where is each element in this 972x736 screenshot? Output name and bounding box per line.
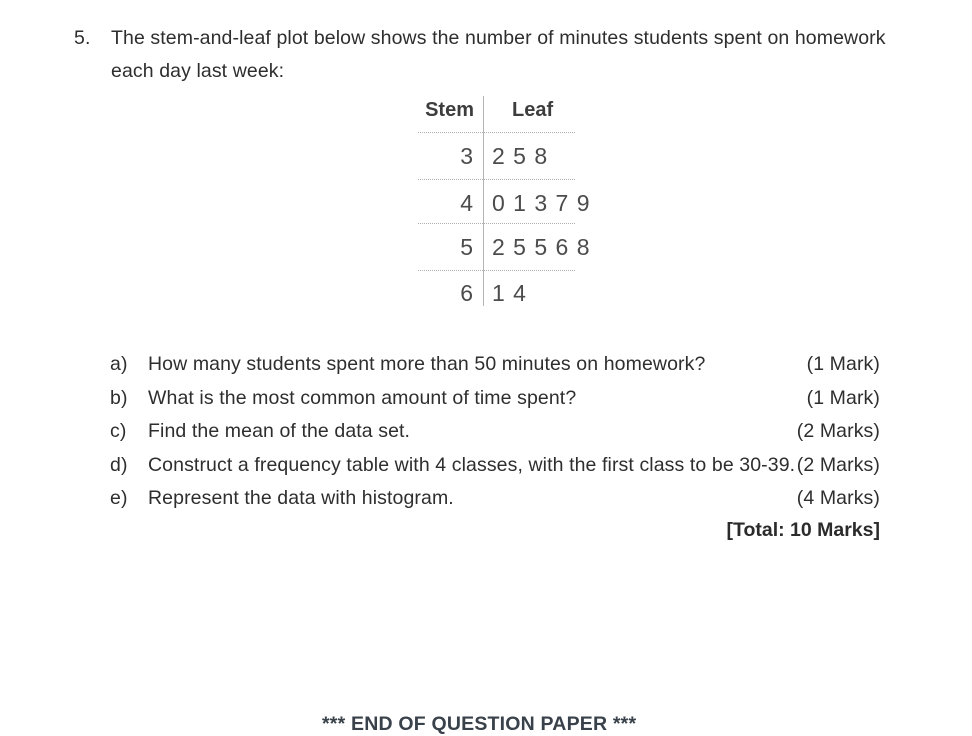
leaf-values: 2 5 8 (492, 143, 549, 169)
marks-badge: (2 Marks) (796, 454, 880, 476)
marks-badge: (2 Marks) (796, 420, 880, 442)
question-text-line-2: each day last week: (111, 60, 285, 82)
marks-badge: (4 Marks) (796, 487, 880, 509)
subquestion-e (110, 487, 880, 510)
stem-column-header: Stem (425, 99, 474, 121)
table-header-row (410, 99, 553, 122)
stem-value: 4 (460, 190, 474, 216)
subquestion-d (110, 454, 880, 477)
marks-badge: (1 Mark) (806, 387, 880, 409)
subquestion-label: a) (110, 353, 128, 375)
table-row (410, 190, 591, 217)
stem-value: 6 (460, 280, 474, 306)
subquestion-text: How many students spent more than 50 minutes on homework? (148, 353, 706, 375)
subquestion-label: b) (110, 387, 128, 409)
subquestion-text: Represent the data with histogram. (148, 487, 454, 509)
question-text-line-1: The stem-and-leaf plot below shows the number of minutes students spent on homework (111, 27, 886, 49)
subquestion-label: c) (110, 420, 127, 442)
table-row-divider (418, 179, 575, 180)
table-row-divider (418, 132, 575, 133)
subquestion-text: Find the mean of the data set. (148, 420, 411, 442)
table-row (410, 234, 591, 261)
leaf-values: 1 4 (492, 280, 527, 306)
question-number: 5. (74, 27, 91, 49)
subquestion-label: e) (110, 487, 128, 509)
end-of-paper-footer: *** END OF QUESTION PAPER *** (322, 713, 637, 735)
stem-value: 3 (460, 143, 474, 169)
subquestion-text: Construct a frequency table with 4 classes, with the first class to be 30-39. (148, 454, 796, 476)
table-row (410, 280, 527, 307)
subquestion-c (110, 420, 880, 443)
table-row-divider (418, 223, 575, 224)
subquestion-text: What is the most common amount of time spent? (148, 387, 577, 409)
table-row (410, 143, 548, 170)
table-row-divider (418, 270, 575, 271)
subquestion-a (110, 353, 880, 376)
marks-badge: (1 Mark) (806, 353, 880, 375)
subquestion-b (110, 387, 880, 410)
leaf-column-header: Leaf (512, 99, 554, 121)
subquestion-label: d) (110, 454, 128, 476)
leaf-values: 0 1 3 7 9 (492, 190, 591, 216)
total-marks: [Total: 10 Marks] (726, 519, 880, 541)
stem-value: 5 (460, 234, 474, 260)
stem-and-leaf-table (410, 96, 590, 312)
leaf-values: 2 5 5 6 8 (492, 234, 591, 260)
